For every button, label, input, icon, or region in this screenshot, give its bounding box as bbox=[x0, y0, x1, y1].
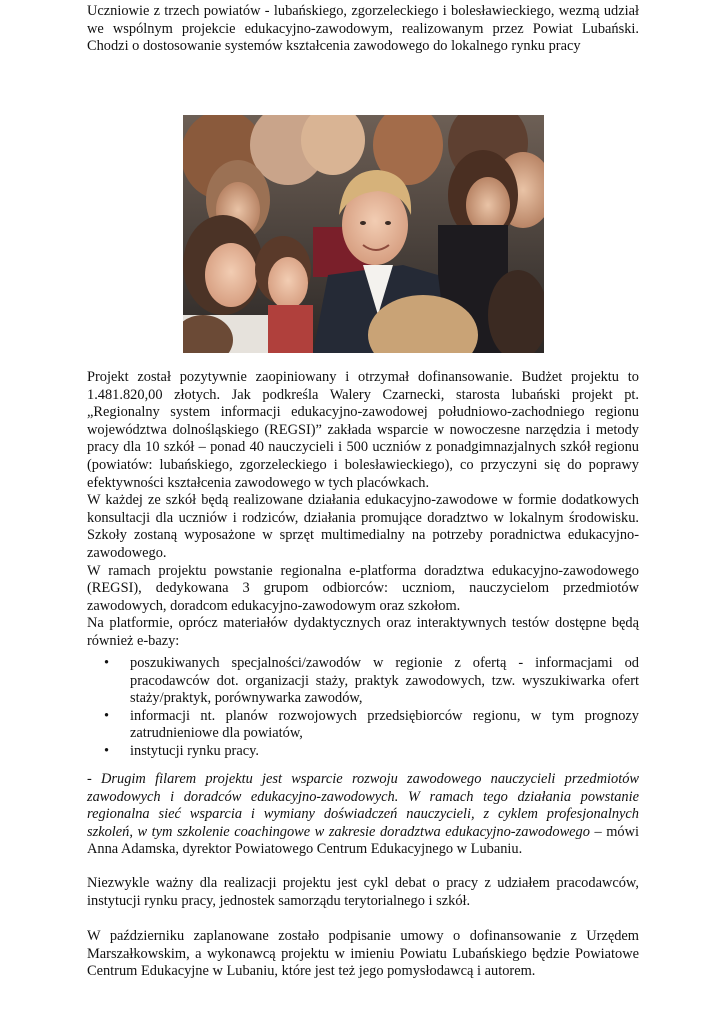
body-paragraph: W ramach projektu powstanie regionalna e-platforma doradztwa edukacyjno-zawodowego (REGSI), dedykowana 3 grupom odbiorców: uczniom, nauczycielom przedmiotów zawodowych, doradcom edukacyjno-zawodowym oraz szkołom. bbox=[87, 562, 639, 614]
list-item-text: informacji nt. planów rozwojowych przedsiębiorców regionu, w tym prognozy zatrudnieniowe dla powiatów, bbox=[130, 707, 639, 742]
debate-paragraph: Niezwykle ważny dla realizacji projektu jest cykl debat o pracy z udziałem pracodawców, instytucji rynku pracy, jednostek samorządu terytorialnego i szkół. bbox=[87, 875, 639, 909]
body-paragraph: Na platformie, oprócz materiałów dydaktycznych oraz interaktywnych testów dostępne będą również e-bazy: bbox=[87, 615, 639, 649]
quote-text: - Drugim filarem projektu jest wsparcie rozwoju zawodowego nauczycieli przedmiotów zawodowych i doradców edukacyjno-zawodowych. W ramach tego działania powstanie regionalna sieć wsparcia i wymiany doświadczeń nauczycieli, z cyklem profesjonalnych szkoleń, w tym szkolenie coachingowe w zakresie doradztwa edukacyjno-zawodowego bbox=[87, 771, 639, 840]
quote-paragraph bbox=[87, 771, 639, 859]
e-database-list bbox=[87, 655, 639, 761]
bullet-icon: • bbox=[104, 742, 110, 759]
list-item bbox=[87, 708, 639, 743]
list-item bbox=[87, 655, 639, 708]
students-photo bbox=[183, 115, 544, 353]
list-item-text: poszukiwanych specjalności/zawodów w regionie z ofertą - informacjami od pracodawców dot. organizacji staży, praktyk zawodowych, tzw. wyszukiwarka ofert staży/praktyk, porównywarka zawodów, bbox=[130, 655, 639, 707]
october-paragraph: W październiku zaplanowane zostało podpisanie umowy o dofinansowanie z Urzędem Marszałkowskim, a wykonawcą projektu w imieniu Powiatu Lubańskiego będzie Powiatowe Centrum Edukacyjne w Lubaniu, które jest też jego pomysłodawcą i autorem. bbox=[87, 928, 639, 980]
bullet-icon: • bbox=[104, 707, 110, 724]
article-body bbox=[87, 369, 639, 651]
bullet-icon: • bbox=[104, 655, 110, 671]
list-item-text: instytucji rynku pracy. bbox=[130, 742, 259, 759]
students-photo-graphic bbox=[183, 115, 544, 353]
intro-paragraph: Uczniowie z trzech powiatów - lubańskiego, zgorzeleckiego i bolesławieckiego, wezmą udział we wspólnym projekcie edukacyjno-zawodowym, realizowanym przez Powiat Lubański. Chodzi o dostosowanie systemów kształcenia zawodowego do lokalnego rynku pracy bbox=[87, 3, 639, 55]
body-paragraph: Projekt został pozytywnie zaopiniowany i otrzymał dofinansowanie. Budżet projektu to 1.481.820,00 złotych. Jak podkreśla Walery Czarnecki, starosta lubański projekt pt. „Regionalny system informacji edukacyjno-zawodowej południowo-zachodniego regionu województwa dolnośląskiego (REGSI)” zakłada wsparcie w nowoczesne narzędzia i metody pracy dla 10 szkół – ponad 40 nauczycieli i 500 uczniów z ponadgimnazjalnych szkół regionu (powiatów: lubańskiego, zgorzeleckiego i bolesławieckiego), co przyczyni się do poprawy efektywności kształcenia zawodowego w tych placówkach. bbox=[87, 369, 639, 491]
list-item bbox=[87, 743, 639, 761]
quote-attribution: – mówi Anna Adamska, dyrektor Powiatowego Centrum Edukacyjnego w Lubaniu. bbox=[87, 823, 639, 858]
body-paragraph: W każdej ze szkół będą realizowane działania edukacyjno-zawodowe w formie dodatkowych konsultacji dla uczniów i rodziców, działania promujące doradztwo w lokalnym środowisku. Szkoły zostaną wyposażone w sprzęt multimedialny na potrzeby poradnictwa edukacyjno-zawodowego. bbox=[87, 492, 639, 561]
